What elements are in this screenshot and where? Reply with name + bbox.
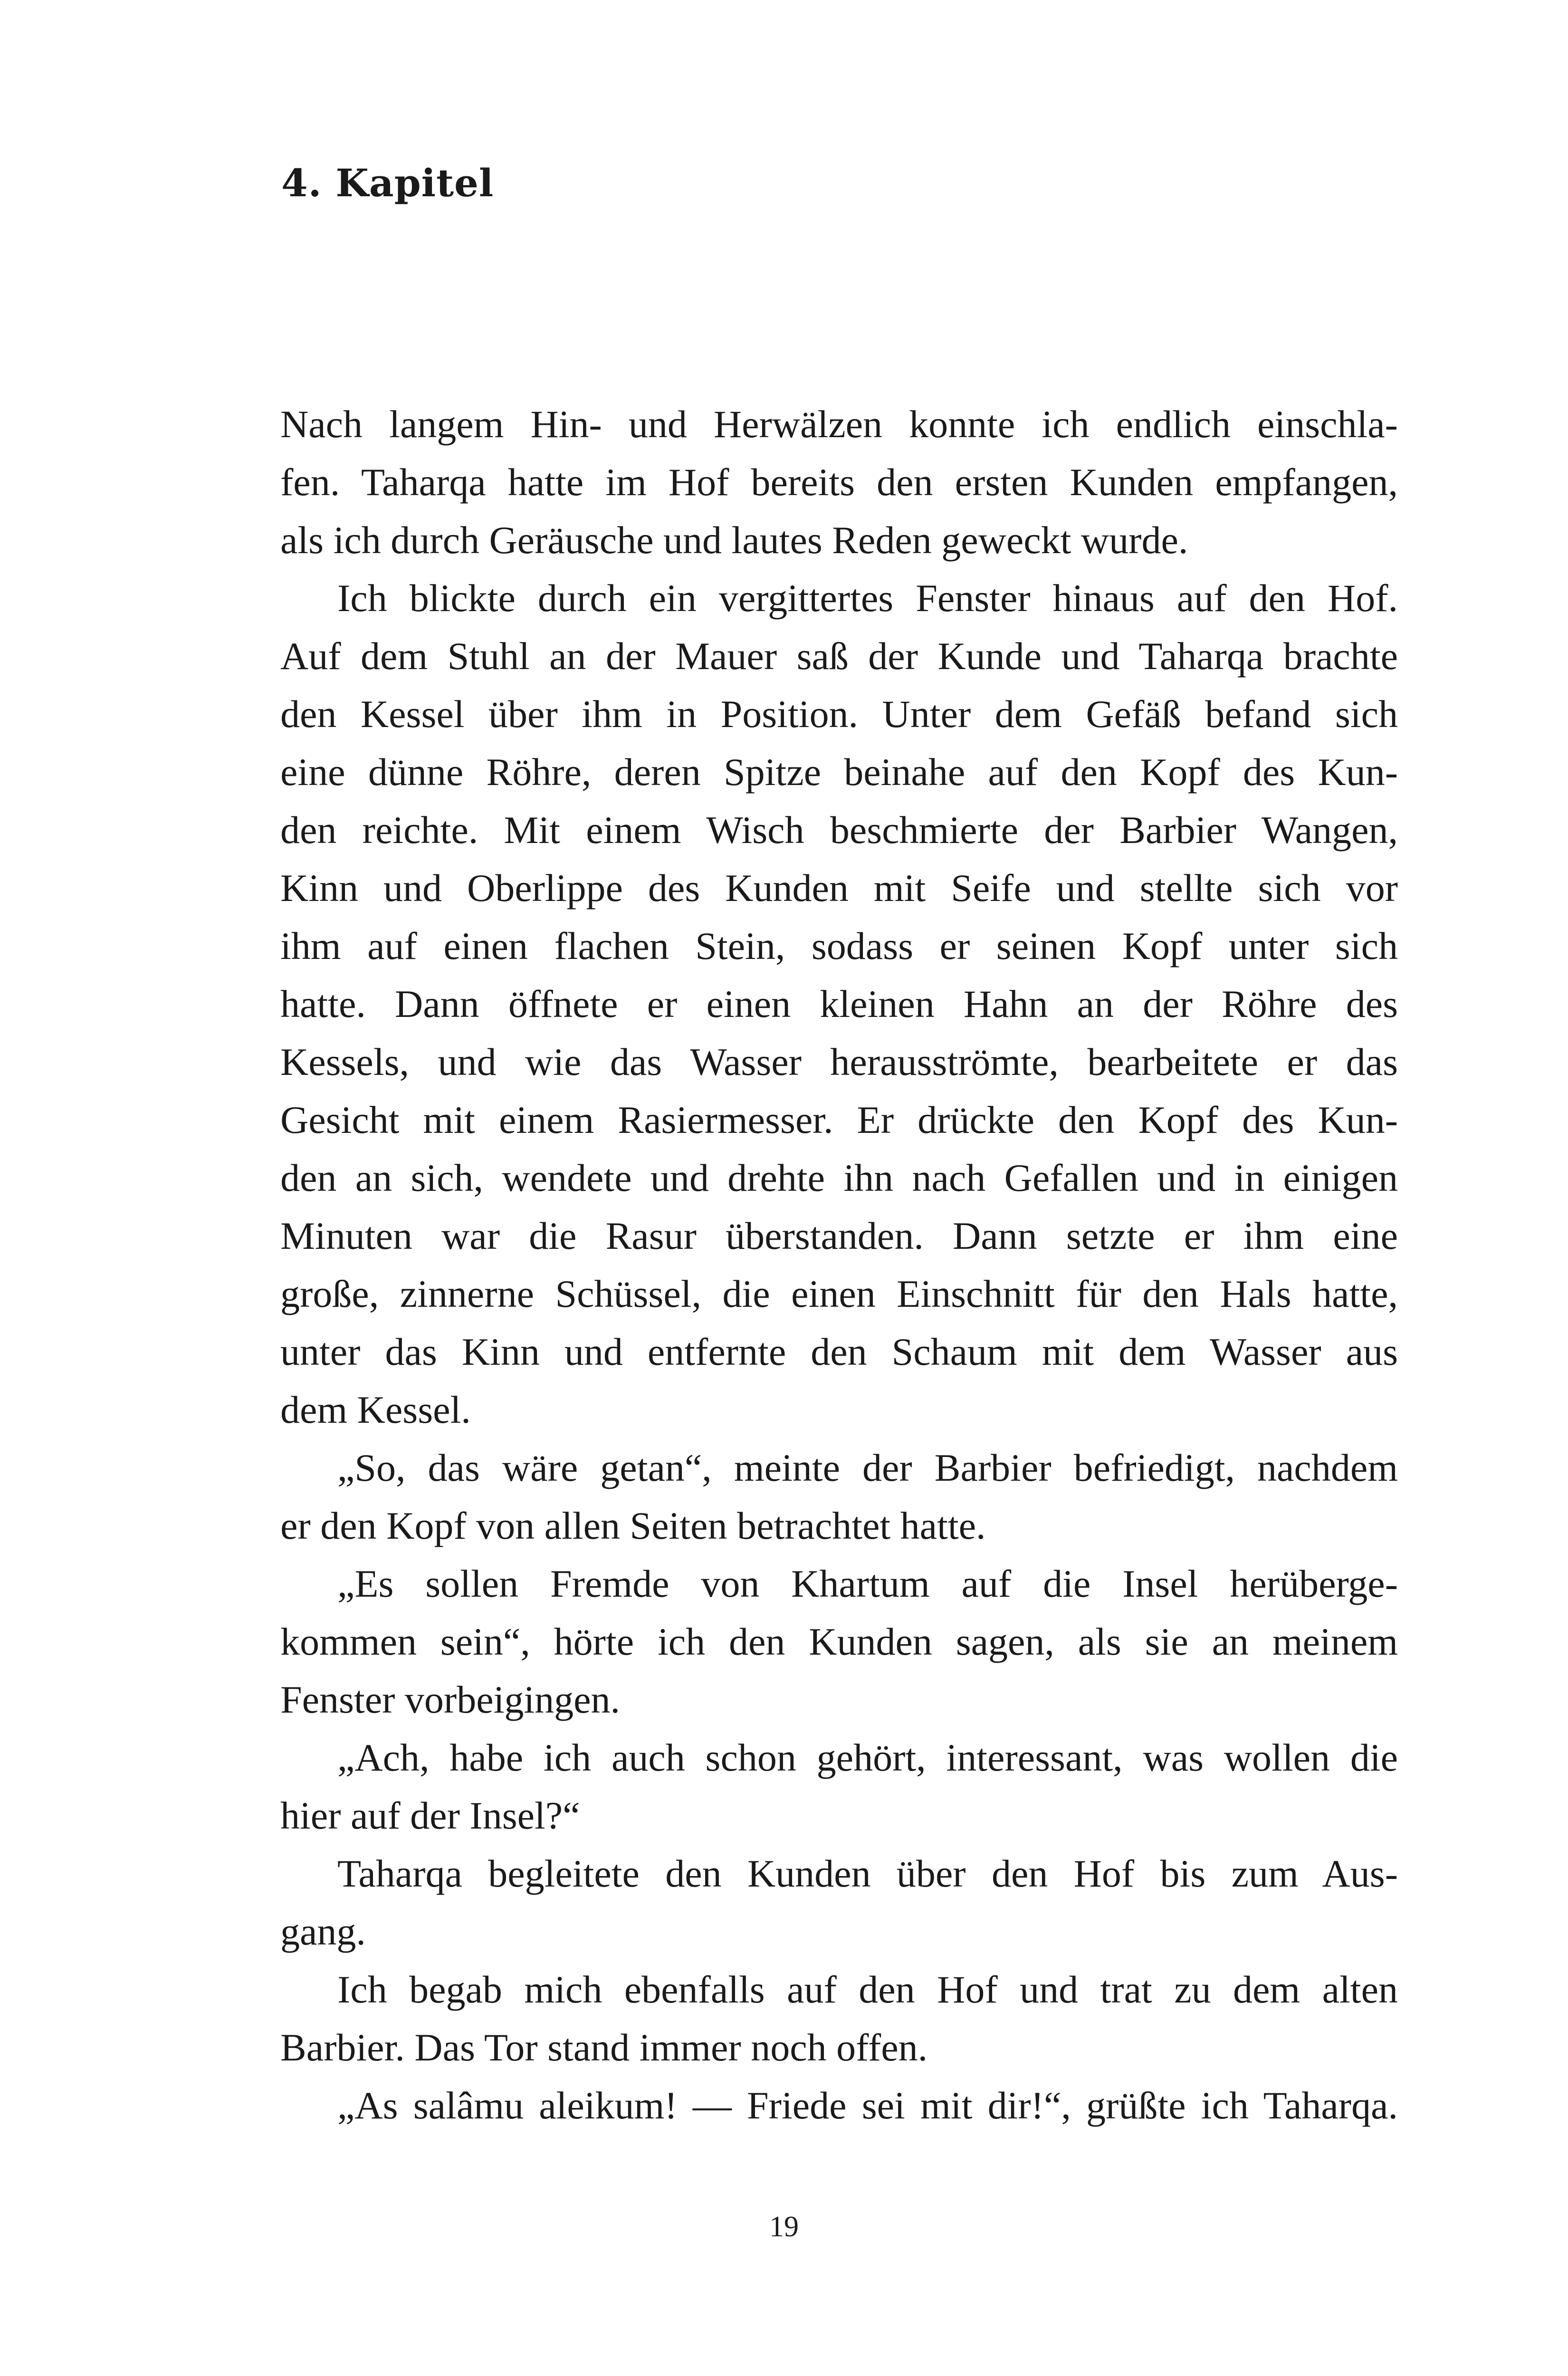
text-line: hier auf der Insel?“	[280, 1794, 580, 1837]
text-line: kommen sein“, hörte ich den Kunden sagen, als sie an meinem	[280, 1620, 1398, 1663]
text-line: „As salâmu aleikum! — Friede sei mit dir!“, grüßte ich Taharqa.	[337, 2084, 1398, 2127]
text-line: gang.	[280, 1910, 366, 1953]
text-line: den Kessel über ihm in Position. Unter dem Gefäß befand sich	[280, 692, 1398, 736]
page-number: 19	[769, 2211, 799, 2243]
text-line: Minuten war die Rasur überstanden. Dann setzte er ihm eine	[280, 1214, 1398, 1257]
chapter-title: 4. Kapitel	[281, 161, 494, 205]
text-line: als ich durch Geräusche und lautes Reden geweckt wurde.	[280, 518, 1188, 562]
text-line: Gesicht mit einem Rasiermesser. Er drückte den Kopf des Kun-	[280, 1098, 1398, 1141]
text-line: eine dünne Röhre, deren Spitze beinahe auf den Kopf des Kun-	[280, 750, 1398, 794]
text-line: große, zinnerne Schüssel, die einen Einschnitt für den Hals hatte,	[280, 1272, 1398, 1315]
text-line: Nach langem Hin- und Herwälzen konnte ich endlich einschla-	[280, 402, 1398, 446]
text-line: Barbier. Das Tor stand immer noch offen.	[280, 2026, 928, 2069]
text-line: Kinn und Oberlippe des Kunden mit Seife und stellte sich vor	[280, 866, 1398, 910]
text-line: den reichte. Mit einem Wisch beschmierte der Barbier Wangen,	[280, 808, 1398, 852]
text-line: Fenster vorbeigingen.	[280, 1678, 621, 1721]
text-line: fen. Taharqa hatte im Hof bereits den ersten Kunden empfangen,	[280, 460, 1398, 504]
text-line: Ich blickte durch ein vergittertes Fenster hinaus auf den Hof.	[337, 576, 1398, 620]
text-line: Taharqa begleitete den Kunden über den Hof bis zum Aus-	[337, 1852, 1398, 1895]
text-line: „Es sollen Fremde von Khartum auf die Insel herüberge-	[337, 1562, 1398, 1605]
text-line: „So, das wäre getan“, meinte der Barbier befriedigt, nachdem	[337, 1446, 1398, 1489]
text-line: Kessels, und wie das Wasser herausströmte, bearbeitete er das	[280, 1040, 1398, 1083]
text-line: hatte. Dann öffnete er einen kleinen Hahn an der Röhre des	[280, 982, 1398, 1025]
text-line: er den Kopf von allen Seiten betrachtet hatte.	[280, 1504, 986, 1547]
text-line: Auf dem Stuhl an der Mauer saß der Kunde und Taharqa brachte	[280, 634, 1398, 678]
text-line: unter das Kinn und entfernte den Schaum mit dem Wasser aus	[280, 1330, 1398, 1373]
text-line: Ich begab mich ebenfalls auf den Hof und trat zu dem alten	[337, 1968, 1398, 2011]
text-line: ihm auf einen flachen Stein, sodass er seinen Kopf unter sich	[280, 924, 1398, 968]
text-line: „Ach, habe ich auch schon gehört, interessant, was wollen die	[337, 1736, 1398, 1779]
text-line: den an sich, wendete und drehte ihn nach Gefallen und in einigen	[280, 1156, 1398, 1199]
text-line: dem Kessel.	[280, 1388, 471, 1431]
body-text	[280, 395, 1398, 2135]
